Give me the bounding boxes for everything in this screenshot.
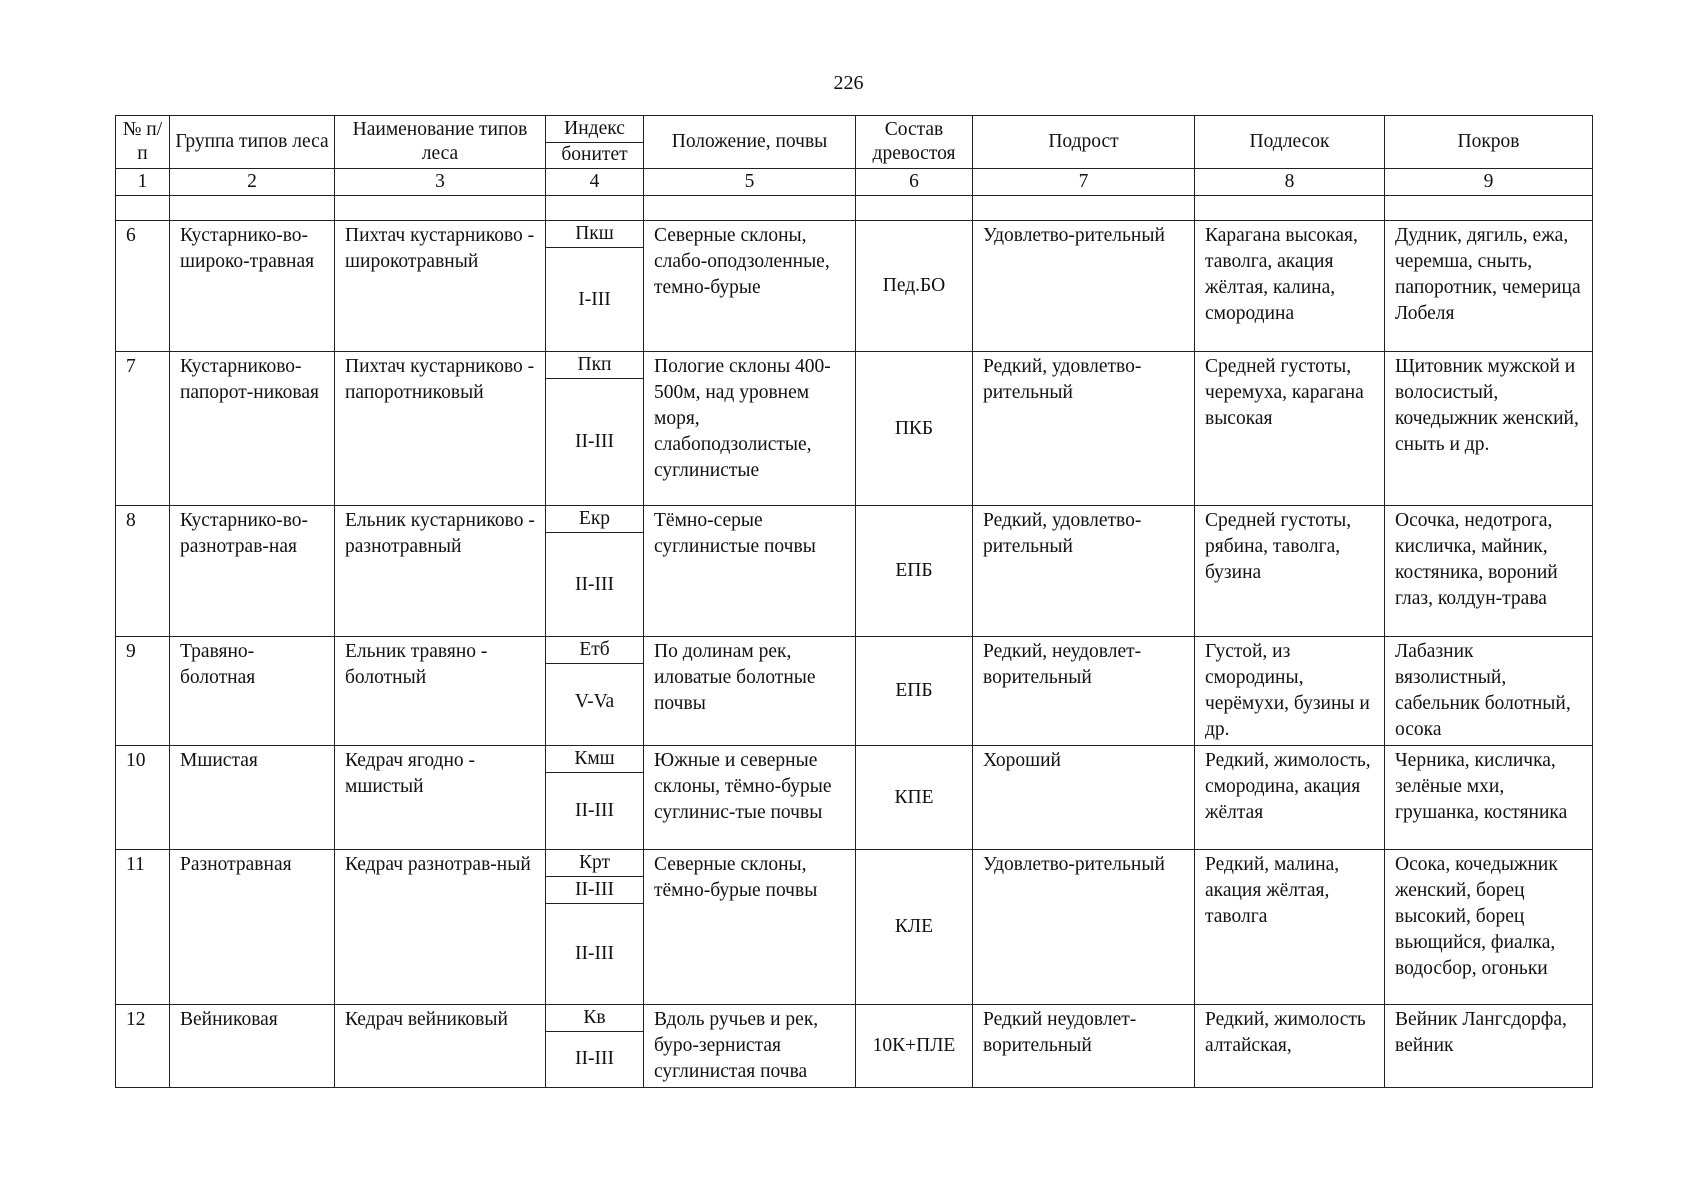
row-number: 11 xyxy=(116,850,170,1005)
forest-type-name: Пихтач кустарниково - папоротниковый xyxy=(335,352,546,506)
ground-cover: Щитовник мужской и волосистый, кочедыжник женский, сныть и др. xyxy=(1385,352,1593,506)
ground-cover: Осочка, недотрога, кисличка, майник, костяника, вороний глаз, колдун-трава xyxy=(1385,506,1593,637)
forest-index: Кмш xyxy=(546,746,643,773)
understory: Густой, из смородины, черёмухи, бузины и др. xyxy=(1195,637,1385,746)
table-row xyxy=(116,850,1593,1005)
column-number: 6 xyxy=(856,169,973,196)
forest-type-name: Ельник кустарниково - разнотравный xyxy=(335,506,546,637)
forest-index: Екр xyxy=(546,506,643,533)
index-bonitet-cell xyxy=(546,746,644,850)
table-row xyxy=(116,1005,1593,1088)
understory: Редкий, жимолость, смородина, акация жёлтая xyxy=(1195,746,1385,850)
column-number: 8 xyxy=(1195,169,1385,196)
column-number-row xyxy=(116,169,1593,196)
header-understory: Подлесок xyxy=(1195,116,1385,169)
forest-types-table xyxy=(115,115,1593,1088)
forest-index: Пкп xyxy=(546,352,643,379)
understory: Средней густоты, черемуха, карагана высокая xyxy=(1195,352,1385,506)
understory: Редкий, жимолость алтайская, xyxy=(1195,1005,1385,1088)
bonitet: II-III xyxy=(575,943,614,964)
index-bonitet-cell xyxy=(546,850,644,1005)
soil-position: Южные и северные склоны, тёмно-бурые суглинис-тые почвы xyxy=(644,746,856,850)
stand-composition: ЕПБ xyxy=(856,637,973,746)
forest-type-name: Пихтач кустарниково - широкотравный xyxy=(335,221,546,352)
header-group: Группа типов леса xyxy=(170,116,335,169)
stand-composition: КЛЕ xyxy=(856,850,973,1005)
header-composition: Состав древостоя xyxy=(856,116,973,169)
header-no: № п/п xyxy=(116,116,170,169)
forest-index-secondary: II-III xyxy=(546,877,643,904)
forest-index: Кв xyxy=(546,1005,643,1032)
table-row xyxy=(116,746,1593,850)
bonitet: II-III xyxy=(575,431,614,452)
column-number: 3 xyxy=(335,169,546,196)
forest-group: Кустарниково-папорот-никовая xyxy=(170,352,335,506)
header-index-label: Индекс xyxy=(546,117,643,143)
forest-group: Разнотравная xyxy=(170,850,335,1005)
header-row xyxy=(116,116,1593,169)
column-number: 1 xyxy=(116,169,170,196)
forest-group: Кустарнико-во-широко-травная xyxy=(170,221,335,352)
ground-cover: Лабазник вязолистный, сабельник болотный, осока xyxy=(1385,637,1593,746)
ground-cover: Осока, кочедыжник женский, борец высокий, борец вьющийся, фиалка, водосбор, огоньки xyxy=(1385,850,1593,1005)
index-bonitet-cell xyxy=(546,1005,644,1088)
row-number: 6 xyxy=(116,221,170,352)
undergrowth: Хороший xyxy=(973,746,1195,850)
undergrowth: Удовлетво-рительный xyxy=(973,850,1195,1005)
row-number: 12 xyxy=(116,1005,170,1088)
column-number: 5 xyxy=(644,169,856,196)
header-soil: Положение, почвы xyxy=(644,116,856,169)
forest-type-name: Кедрач ягодно - мшистый xyxy=(335,746,546,850)
forest-group: Вейниковая xyxy=(170,1005,335,1088)
bonitet: I-III xyxy=(578,288,611,310)
understory: Средней густоты, рябина, таволга, бузина xyxy=(1195,506,1385,637)
index-bonitet-cell xyxy=(546,352,644,506)
undergrowth: Редкий, удовлетво-рительный xyxy=(973,352,1195,506)
forest-group: Травяно-болотная xyxy=(170,637,335,746)
row-number: 7 xyxy=(116,352,170,506)
header-undergrowth: Подрост xyxy=(973,116,1195,169)
forest-group: Мшистая xyxy=(170,746,335,850)
stand-composition: КПЕ xyxy=(856,746,973,850)
bonitet: V-Va xyxy=(574,691,615,712)
table-row xyxy=(116,352,1593,506)
header-cover: Покров xyxy=(1385,116,1593,169)
header-bonitet-label: бонитет xyxy=(561,144,628,165)
understory: Редкий, малина, акация жёлтая, таволга xyxy=(1195,850,1385,1005)
bonitet: II-III xyxy=(575,800,614,821)
understory: Карагана высокая, таволга, акация жёлтая, калина, смородина xyxy=(1195,221,1385,352)
column-number: 2 xyxy=(170,169,335,196)
forest-index: Крт xyxy=(546,850,643,877)
stand-composition: ПКБ xyxy=(856,352,973,506)
forest-index: Етб xyxy=(546,637,643,664)
undergrowth: Удовлетво-рительный xyxy=(973,221,1195,352)
row-number: 9 xyxy=(116,637,170,746)
column-number: 9 xyxy=(1385,169,1593,196)
ground-cover: Черника, кисличка, зелёные мхи, грушанка, костяника xyxy=(1385,746,1593,850)
table-row xyxy=(116,221,1593,352)
row-number: 10 xyxy=(116,746,170,850)
index-bonitet-cell xyxy=(546,221,644,352)
forest-index: Пкш xyxy=(546,221,643,248)
soil-position: Тёмно-серые суглинистые почвы xyxy=(644,506,856,637)
header-index xyxy=(546,116,644,169)
forest-type-name: Кедрач вейниковый xyxy=(335,1005,546,1088)
undergrowth: Редкий, удовлетво-рительный xyxy=(973,506,1195,637)
stand-composition: 10К+ПЛЕ xyxy=(856,1005,973,1088)
index-bonitet-cell xyxy=(546,637,644,746)
soil-position: По долинам рек, иловатые болотные почвы xyxy=(644,637,856,746)
index-bonitet-cell xyxy=(546,506,644,637)
table-row xyxy=(116,637,1593,746)
soil-position: Пологие склоны 400-500м, над уровнем моря, слабоподзолистые, суглинистые xyxy=(644,352,856,506)
column-number: 7 xyxy=(973,169,1195,196)
ground-cover: Дудник, дягиль, ежа, черемша, сныть, папоротник, чемерица Лобеля xyxy=(1385,221,1593,352)
table-row xyxy=(116,506,1593,637)
undergrowth: Редкий неудовлет-ворительный xyxy=(973,1005,1195,1088)
spacer-row xyxy=(116,196,1593,221)
stand-composition: Пед.БО xyxy=(856,221,973,352)
forest-type-name: Ельник травяно - болотный xyxy=(335,637,546,746)
page-number: 226 xyxy=(833,72,864,94)
bonitet: II-III xyxy=(575,1048,614,1069)
header-name: Наименование типов леса xyxy=(335,116,546,169)
forest-type-name: Кедрач разнотрав-ный xyxy=(335,850,546,1005)
bonitet: II-III xyxy=(575,573,614,595)
column-number: 4 xyxy=(546,169,644,196)
undergrowth: Редкий, неудовлет-ворительный xyxy=(973,637,1195,746)
forest-group: Кустарнико-во-разнотрав-ная xyxy=(170,506,335,637)
row-number: 8 xyxy=(116,506,170,637)
ground-cover: Вейник Лангсдорфа, вейник xyxy=(1385,1005,1593,1088)
soil-position: Вдоль ручьев и рек, буро-зернистая суглинистая почва xyxy=(644,1005,856,1088)
soil-position: Северные склоны, тёмно-бурые почвы xyxy=(644,850,856,1005)
stand-composition: ЕПБ xyxy=(856,506,973,637)
soil-position: Северные склоны, слабо-оподзоленные, темно-бурые xyxy=(644,221,856,352)
